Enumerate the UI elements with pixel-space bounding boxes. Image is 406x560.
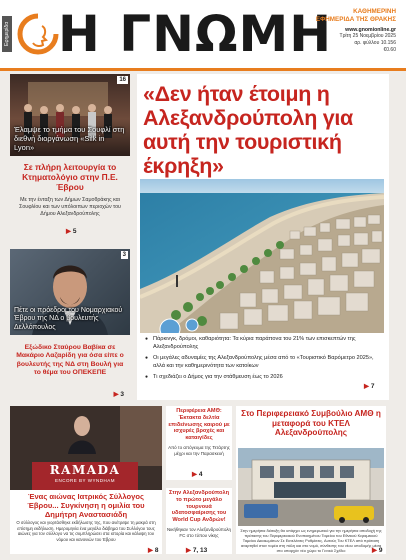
website-link[interactable]: www.gnomionline.gr [345, 27, 396, 33]
page-badge: 3 [122, 252, 126, 258]
bus-station-photo [238, 448, 384, 526]
page-ref: ▶ 3 [113, 391, 124, 398]
lead-bullet: ● Οι μεγάλες αδυναμίες της Αλεξανδρούπολης μέσα από το «Τουριστικό Βαρόμετρο 2025», αλλά και την καθημερινότητα των κατοίκων [143, 355, 381, 370]
story-headline: Στο Περιφερειακό Συμβούλιο ΑΜΘ η μεταφορά του ΚΤΕΛ Αλεξανδρούπολης [241, 409, 381, 438]
story-headline: Εξώδικο Σταύρου Βαβίκα σε Μακάριο Λαζαρίδη για όσα είπε ο βουλευτής της ΝΔ στη Βουλή για το θέμα του ΟΠΕΚΕΠΕ [16, 344, 124, 377]
story-lawsuit[interactable] [10, 344, 130, 396]
arrow-icon: ▶ [66, 228, 73, 235]
arrow-icon: ▶ [192, 471, 199, 478]
lead-bullet: ● Τι σχεδιάζει ο Δήμος για την στάθμευση έως το 2026 [143, 374, 381, 382]
ramada-sign [32, 462, 138, 488]
lead-bullet: ● Πάρκινγκ, δρόμοι, καθαριότητα: Τα κύρια παράπονα του 21% των επισκεπτών της Αλεξανδρούπολης [143, 336, 381, 351]
arrow-icon: ▶ [148, 547, 155, 554]
aerial-city-illustration [140, 179, 384, 333]
story-headline: Σε πλήρη λειτουργία το Κτηματολόγιο στην Π.Ε. Έβρου [22, 162, 118, 192]
story-cadastre[interactable] [10, 160, 130, 238]
photo-caption: Πέτε οι πρόεδροι του Νομαρχιακού Έβρου της ΝΔ ο βουλευτής Δελλόπουλος [14, 306, 123, 331]
story-weather[interactable] [166, 406, 232, 480]
page-ref: ▶ 7 [364, 383, 375, 390]
lead-bullets [143, 336, 381, 386]
arrow-icon: ▶ [113, 391, 121, 398]
arrow-icon: ▶ [372, 547, 379, 554]
arrow-icon: ▶ [364, 383, 371, 390]
issue-number: αρ. φύλλου 10.156 [354, 40, 396, 46]
masthead-info [300, 8, 396, 54]
sign-brand: RAMADA [49, 463, 121, 477]
page-ref: ▶ 4 [192, 471, 203, 478]
story-body: Από το απόγευμα της Τετάρτης μέχρι και την Παρασκευή [168, 444, 230, 456]
masthead [0, 0, 406, 68]
story-ktel-move[interactable] [236, 406, 386, 554]
story-body: Στην ημερήσια διάταξη θα υπάρχει ως ενημερωτικό για την ημερήσια αποδοχή της πρότασης του Περιφερειακού Ενοποιημένου Ταμείου του Εθνικού Κεραμεικού Ταμείου Δικαιωμάτων Σε Εκτελέσεις Ρυθμίσεις, Αυτούς Του ΚΤΕΛ από πρόταση αναρτηθεί στον τομέα στη πόλη και στο νομό, σύνθεσης του νέου υποδομής μέσα στο υπαρχόν νέο χώρο το Γενικό Σχέδιο [240, 528, 382, 553]
silk-event-photo[interactable] [10, 74, 130, 156]
sign-subtitle: ENCORE BY WYNDHAM [55, 478, 115, 483]
page-ref: ▶ 8 [148, 547, 159, 554]
page-ref: ▶ 7, 13 [186, 547, 208, 554]
issue-date: Τρίτη 25 Νοεμβρίου 2025 [339, 33, 396, 39]
tagline-1: ΚΑΘΗΜΕΡΙΝΗ [353, 8, 396, 15]
story-water-polo[interactable] [166, 488, 232, 554]
story-headline: Στην Αλεξανδρούπολη το πρώτο μεγάλο τουρνουά υδατοσφαίρισης του World Cup Ανδρών! [168, 490, 229, 524]
story-body: Ο σύλλογος και γιορτάσθηκε εκδήλωσης της, που ανέτρεψε τη μακρά στη επίσημη εκδήλωση. Ημερομηνία ένα μεγάλο διάβημα του Συλλόγου τους αιώνες για τον σύλλογο να τις συμπληρώσει στα ιστορία και κάλυψη του νόμου και κανονιών του Έβρου [16, 520, 156, 542]
story-headline: Ένας αιώνας Ιατρικός Σύλλογος Έβρου... Συγκίνηση η ομιλία του Δημήτρη Αναστασιάδη [27, 492, 145, 519]
masthead-logo: Η ΓΝΩΜΗ [58, 5, 333, 63]
logo-face-icon [16, 12, 60, 56]
aerial-city-photo[interactable] [140, 179, 384, 333]
masthead-rule [0, 68, 406, 71]
story-body: Με την ένταξη των Δήμων Σαμοθράκης και Σουφλίου και των υπόλοιπων περιοχών του Δήμου Αλεξανδρούπολης [19, 197, 121, 217]
story-body: Νικήθηκαν τον Αλεξανδρούπολη FC στο τύπου νίκης [166, 526, 231, 538]
story-headline: Περιφέρεια ΑΜΘ: Έκτακτα δελτία επιδείνωσης καιρού με ισχυρές βροχές και καταιγίδες [168, 408, 230, 442]
photo-caption: Έλαμψε το τμήμα του Σουφλί στη διεθνή διοργάνωση «Silk in Lyon» [14, 125, 125, 152]
issue-price: €0.60 [383, 47, 396, 53]
page-ref: ▶ 5 [66, 228, 77, 235]
speaker-photo [10, 406, 162, 490]
arrow-icon: ▶ [186, 547, 193, 554]
lead-headline: «Δεν ήταν έτοιμη η Αλεξανδρούπολη για αυτή την τουριστική έκρηξη» [143, 82, 353, 178]
page-badge: 16 [119, 77, 126, 83]
side-label: Εφημερίδα [2, 16, 12, 52]
bus-station-illustration [238, 448, 384, 526]
page-ref: ▶ 9 [372, 547, 383, 554]
mp-portrait-photo[interactable] [10, 249, 130, 335]
story-medical-association[interactable] [10, 406, 162, 554]
tagline-2: ΕΦΗΜΕΡΙΔΑ ΤΗΣ ΘΡΑΚΗΣ [315, 16, 396, 23]
